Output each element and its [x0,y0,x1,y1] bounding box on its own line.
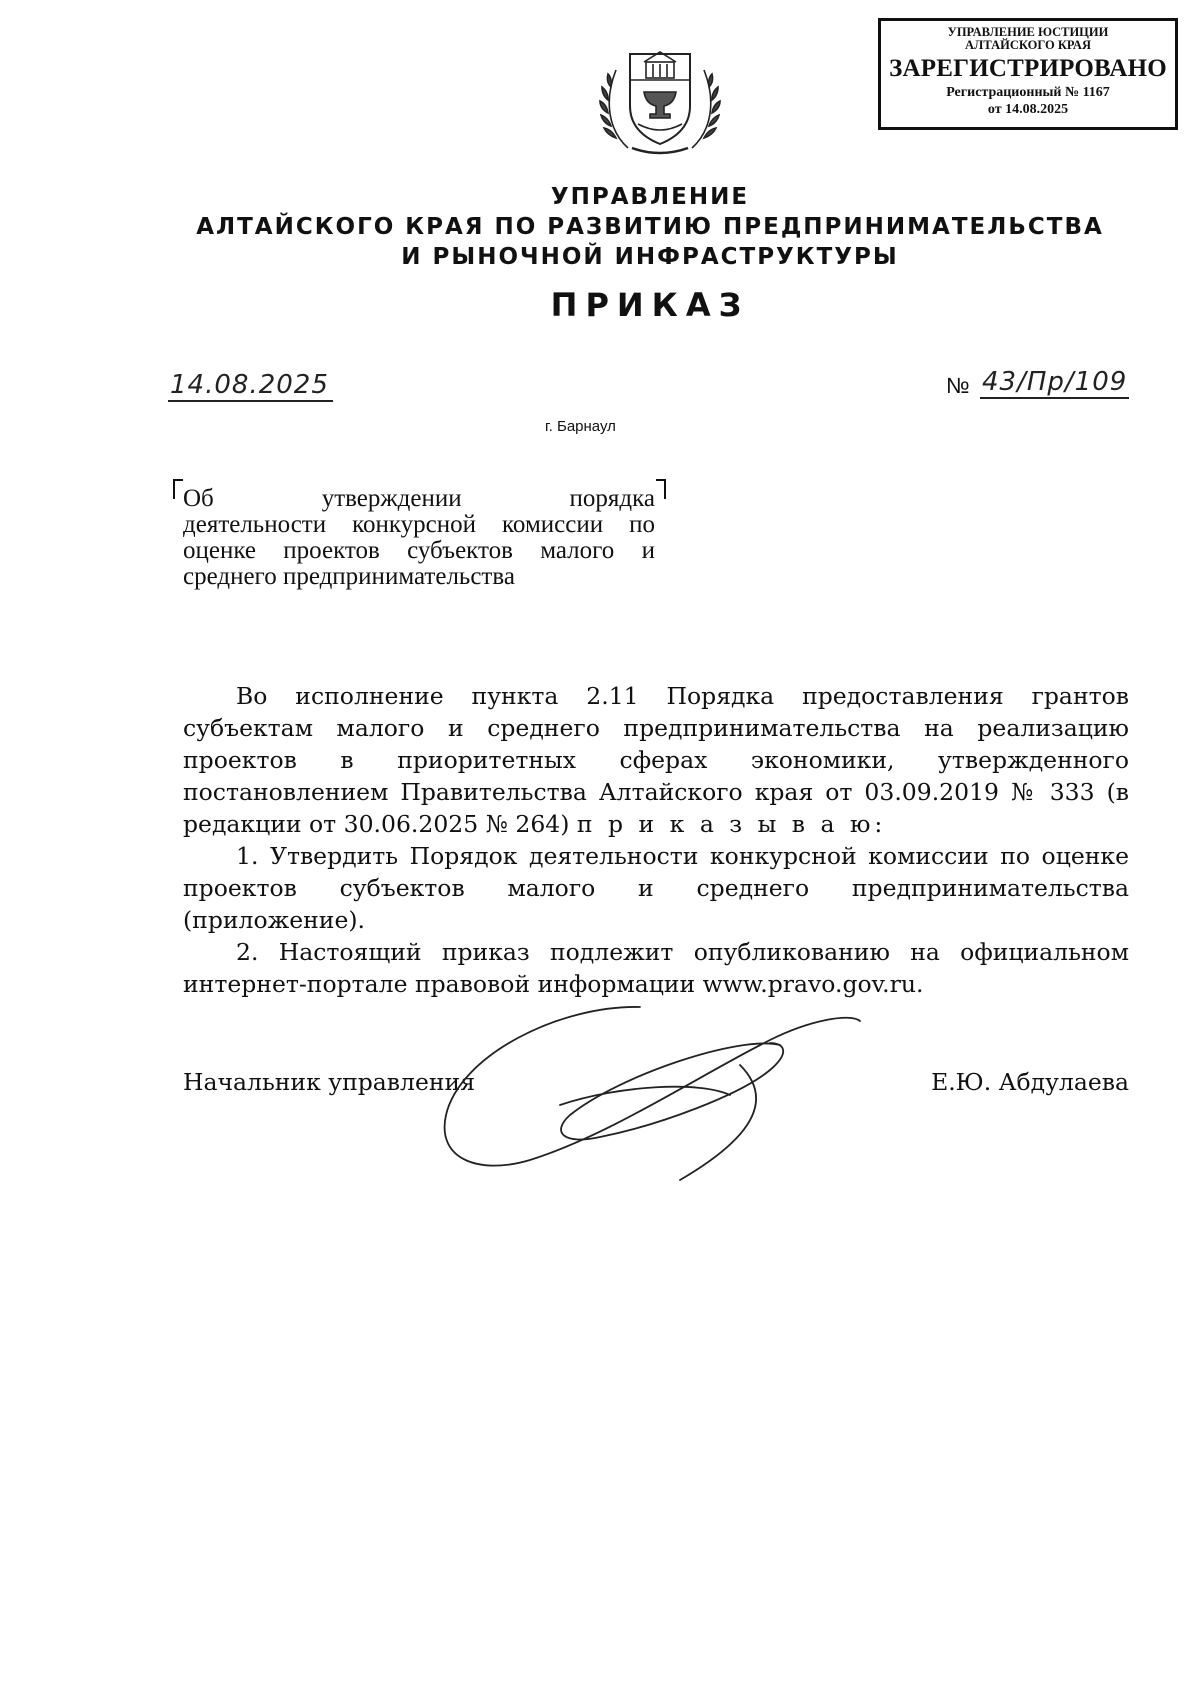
subject-line-1: Об утверждении порядка [183,485,655,512]
stamp-reg-date: от 14.08.2025 [987,102,1069,117]
number-sign: № [946,373,970,398]
stamp-org-line-1: УПРАВЛЕНИЕ ЮСТИЦИИ [947,25,1109,39]
order-date: 14.08.2025 [168,370,333,402]
header-line-2: АЛТАЙСКОГО КРАЯ ПО РАЗВИТИЮ ПРЕДПРИНИМАТЕЛЬСТВА [196,214,1104,240]
altai-krai-coat-of-arms-icon [598,40,722,158]
order-verb: п р и к а з ы в а ю: [576,810,887,838]
registration-stamp [878,18,1178,130]
stamp-status: ЗАРЕГИСТРИРОВАНО [889,55,1167,82]
issuer-header [100,182,1200,272]
handwritten-signature-icon [440,985,920,1185]
subject-line-2: деятельности конкурсной комиссии по [183,511,655,538]
stamp-reg-number: Регистрационный № 1167 [946,85,1110,100]
stamp-org-line-2: АЛТАЙСКОГО КРАЯ [965,38,1091,52]
order-body [183,680,1129,1000]
document-type-title: ПРИКАЗ [550,286,750,324]
issue-city: г. Барнаул [545,418,616,435]
preamble-paragraph [183,680,1129,840]
subject-line-4: среднего предпринимательства [183,563,515,590]
preamble-text: Во исполнение пункта 2.11 Порядка предоставления грантов субъектам малого и среднего предпринимательства на реализацию проектов в приоритетных сферах экономики, утвержденного постановлением Правительства Алтайского края от 03.09.2019 № 333 (в редакции от 30.06.2025 № 264) [183,682,1129,838]
order-number: 43/Пр/109 [982,367,1128,397]
subject-line-3: оценке проектов субъектов малого и [183,537,655,564]
subject-corner-left [173,479,183,499]
signatory-position: Начальник управления [183,1068,476,1096]
subject-corner-right [656,479,666,499]
signatory-name: Е.Ю. Абдулаева [931,1068,1129,1096]
order-subject [183,486,655,590]
header-line-3: И РЫНОЧНОЙ ИНФРАСТРУКТУРЫ [401,244,899,270]
order-item-1: 1. Утвердить Порядок деятельности конкурсной комиссии по оценке проектов субъектов малого и среднего предпринимательства (приложение). [183,842,1129,934]
order-item-2: 2. Настоящий приказ подлежит опубликованию на официальном интернет-портале правовой информации www.pravo.gov.ru. [183,938,1129,998]
header-line-1: УПРАВЛЕНИЕ [550,184,750,210]
